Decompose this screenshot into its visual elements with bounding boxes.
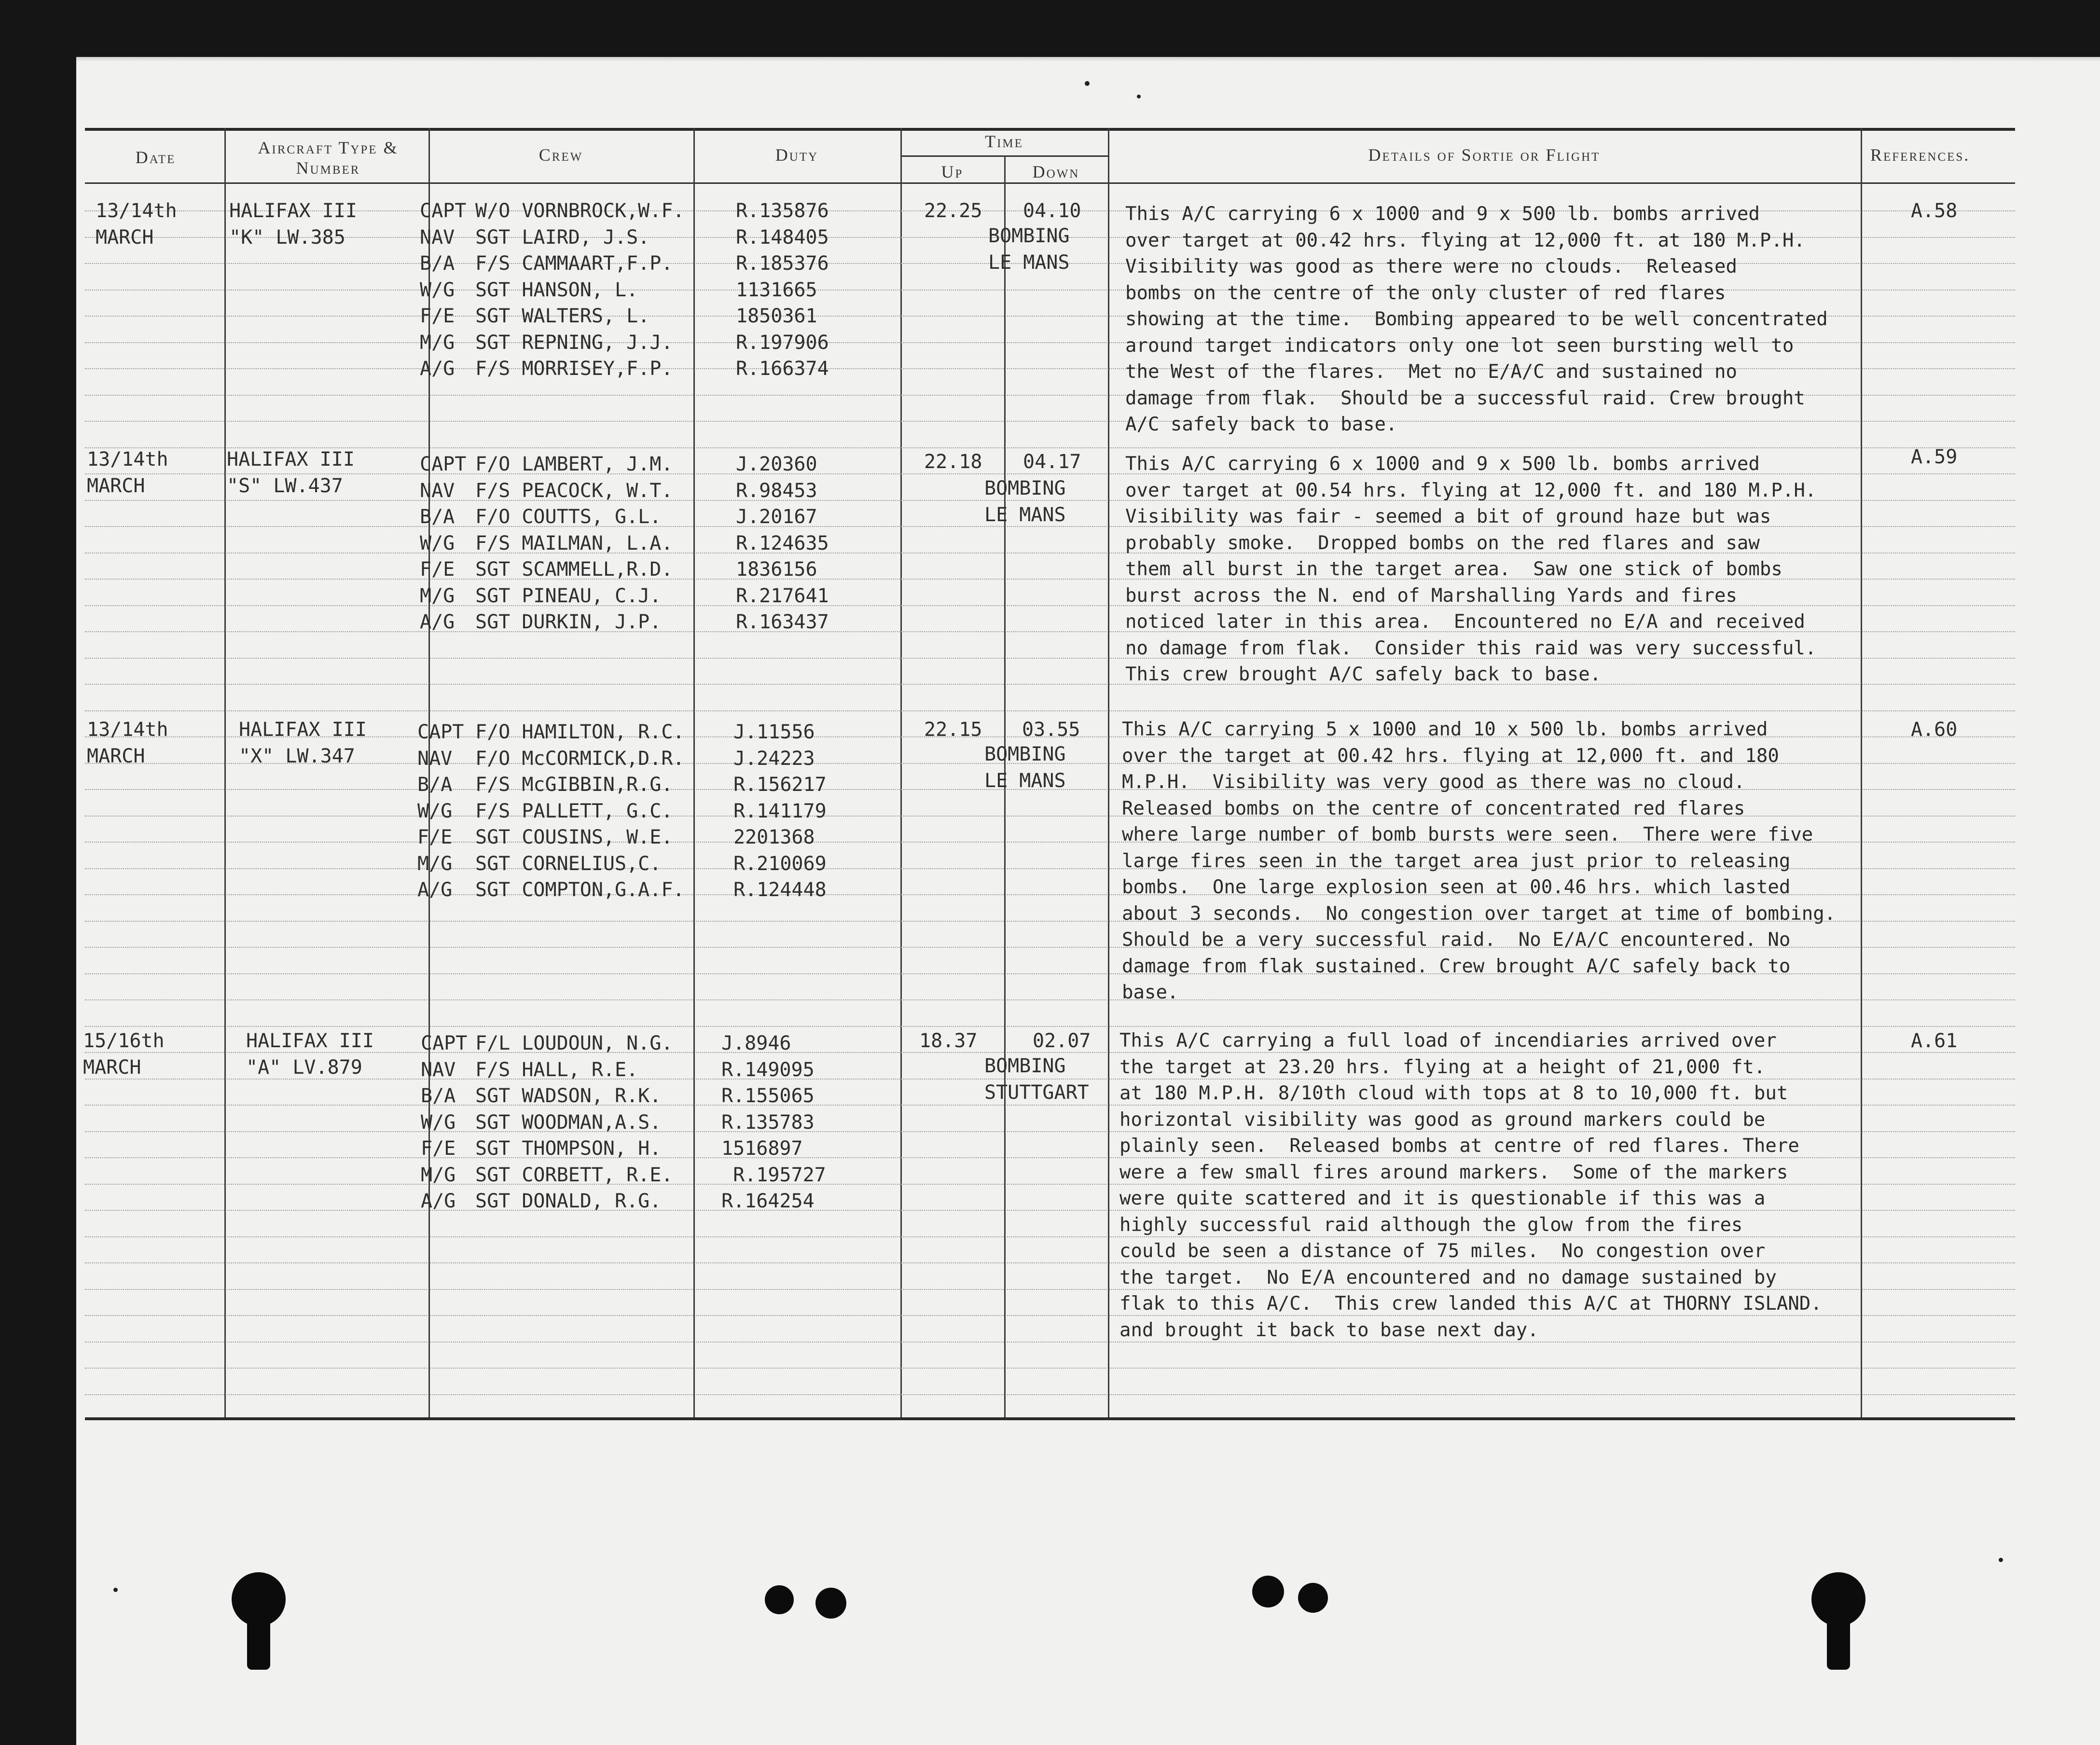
aircraft-type: HALIFAX III "A" LV.879: [246, 1030, 374, 1079]
time-down: 04.10: [1023, 200, 1081, 222]
time-down: 02.07: [1033, 1030, 1091, 1052]
mission-target: BOMBING LE MANS: [984, 477, 1066, 526]
ink-fleck: [1085, 81, 1090, 86]
aircraft-type: HALIFAX III "X" LW.347: [239, 719, 367, 767]
crew-names: W/O VORNBROCK,W.F. SGT LAIRD, J.S. F/S CAMMAART,F.P. SGT HANSON, L. SGT WALTERS, L. SGT REPNING, J.J. F/S MORRISEY,F.P.: [475, 200, 685, 380]
reference-code: A.59: [1911, 446, 1958, 468]
sortie-date: 13/14th MARCH: [87, 448, 168, 497]
reference-code: A.60: [1911, 719, 1958, 741]
crew-roles: CAPT NAV B/A W/G F/E M/G A/G: [417, 721, 464, 901]
punch-hole: [815, 1588, 846, 1619]
service-numbers: J.8946 R.149095 R.155065 R.135783 1516897 R.195727 R.164254: [721, 1032, 826, 1212]
crew-names: F/O HAMILTON, R.C. F/O McCORMICK,D.R. F/S McGIBBIN,R.G. F/S PALLETT, G.C. SGT COUSINS, W.E. SGT CORNELIUS,C. SGT COMPTON,G.A.F.: [475, 721, 685, 901]
sortie-details: This A/C carrying 6 x 1000 and 9 x 500 lb. bombs arrived over target at 00.42 hrs. flying at 12,000 ft. at 180 M.P.H. Visibility was good as there were no clouds. Released bombs on the centre of the only cluster of red flares showing at the time. Bombing appeared to be well concentrated around target indicators only one lot seen bursting well to the West of the flares. Met no E/A/C and sustained no damage from flak. Should be a successful raid. Crew brought A/C safely back to base.: [1125, 203, 1828, 435]
service-numbers: R.135876 R.148405 R.185376 1131665 1850361 R.197906 R.166374: [736, 200, 829, 380]
references-header: References.: [1870, 145, 1970, 165]
date-header: Date: [135, 148, 176, 167]
mission-target: BOMBING LE MANS: [984, 743, 1066, 792]
column-rule: [1861, 128, 1862, 1417]
punch-hole: [1298, 1583, 1328, 1613]
sortie-details: This A/C carrying a full load of incendiaries arrived over the target at 23.20 hrs. flying at a height of 21,000 ft. at 180 M.P.H. 8/10th cloud with tops at 8 to 10,000 ft. but horizontal visibility was good as ground markers could be plainly seen. Released bombs at centre of red flares. There were a few small fires around markers. Some of the markers were quite scattered and it is questionable if this was a highly successful raid although the glow from the fires could be seen a distance of 75 miles. No congestion over the target. No E/A encountered and no damage sustained by flak to this A/C. This crew landed this A/C at THORNY ISLAND. and brought it back to base next day.: [1119, 1030, 1822, 1341]
time-header: Time: [985, 132, 1023, 151]
aircraft-type: HALIFAX III "S" LW.437: [227, 448, 355, 497]
bottom-rule: [85, 1417, 2015, 1420]
sortie-date: 15/16th MARCH: [83, 1030, 165, 1079]
aircraft-header: Aircraft Type & Number: [258, 138, 399, 178]
column-rule: [224, 128, 226, 1417]
column-rule: [1108, 128, 1109, 1417]
ruled-line: [85, 1394, 2015, 1395]
details-header: Details of Sortie or Flight: [1368, 145, 1601, 165]
sortie-date: 13/14th MARCH: [96, 200, 177, 249]
column-rule: [900, 128, 902, 1417]
crew-header: Crew: [539, 145, 583, 165]
service-numbers: J.11556 J.24223 R.156217 R.141179 2201368 R.210069 R.124448: [733, 721, 827, 901]
ink-fleck: [1999, 1558, 2003, 1562]
crew-names: F/L LOUDOUN, N.G. F/S HALL, R.E. SGT WADSON, R.K. SGT WOODMAN,A.S. SGT THOMPSON, H. SGT CORBETT, R.E. SGT DONALD, R.G.: [475, 1032, 673, 1212]
column-rule: [693, 128, 695, 1417]
reference-code: A.61: [1911, 1030, 1958, 1052]
punch-hole: [1252, 1576, 1284, 1607]
down-header: Down: [1032, 162, 1080, 181]
sortie-date: 13/14th MARCH: [87, 719, 168, 767]
time-down: 04.17: [1023, 451, 1081, 473]
aircraft-type: HALIFAX III "K" LW.385: [229, 200, 357, 249]
time-up: 22.15: [924, 719, 982, 741]
top-rule: [85, 128, 2015, 131]
time-up: 22.18: [924, 451, 982, 473]
ruled-line: [85, 1368, 2015, 1369]
header-rule: [85, 182, 2015, 184]
crew-names: F/O LAMBERT, J.M. F/S PEACOCK, W.T. F/O COUTTS, G.L. F/S MAILMAN, L.A. SGT SCAMMELL,R.D. SGT PINEAU, C.J. SGT DURKIN, J.P.: [475, 453, 673, 633]
up-header: Up: [941, 162, 964, 181]
time-down: 03.55: [1022, 719, 1080, 741]
binder-tab: [247, 1612, 270, 1670]
ruled-line: [85, 710, 2015, 711]
mission-target: BOMBING STUTTGART: [984, 1055, 1089, 1104]
ruled-line: [85, 1026, 2015, 1027]
crew-roles: CAPT NAV B/A W/G F/E M/G A/G: [421, 1032, 468, 1212]
time-up: 18.37: [919, 1030, 978, 1052]
time-up: 22.25: [924, 200, 982, 222]
duty-header: Duty: [775, 145, 819, 165]
binder-tab: [1827, 1612, 1850, 1670]
mission-target: BOMBING LE MANS: [988, 225, 1070, 274]
ink-fleck: [1137, 95, 1141, 98]
crew-roles: CAPT NAV B/A W/G F/E M/G A/G: [420, 200, 467, 380]
crew-roles: CAPT NAV B/A W/G F/E M/G A/G: [420, 453, 467, 633]
ruled-line: [85, 447, 2015, 448]
ink-fleck: [113, 1588, 118, 1592]
sortie-details: This A/C carrying 6 x 1000 and 9 x 500 lb. bombs arrived over target at 00.54 hrs. flying at 12,000 ft. and 180 M.P.H. Visibility was fair - seemed a bit of ground haze but was probably smoke. Dropped bombs on the red flares and saw them all burst in the target area. Saw one stick of bombs burst across the N. end of Marshalling Yards and fires noticed later in this area. Encountered no E/A and received no damage from flak. Consider this raid was very successful. This crew brought A/C safely back to base.: [1125, 453, 1817, 685]
service-numbers: J.20360 R.98453 J.20167 R.124635 1836156 R.217641 R.163437: [736, 453, 829, 633]
sortie-details: This A/C carrying 5 x 1000 and 10 x 500 lb. bombs arrived over the target at 00.42 hrs. flying at 12,000 ft. and 180 M.P.H. Visibility was very good as there was no cloud. Released bombs on the centre of concentrated red flares where large number of bomb bursts were seen. There were five large fires seen in the target area just prior to releasing bombs. One large explosion seen at 00.46 hrs. which lasted about 3 seconds. No congestion over target at time of bombing. Should be a very successful raid. No E/A/C encountered. No damage from flak sustained. Crew brought A/C safely back to base.: [1122, 719, 1836, 1003]
reference-code: A.58: [1911, 200, 1958, 222]
punch-hole: [765, 1585, 794, 1614]
